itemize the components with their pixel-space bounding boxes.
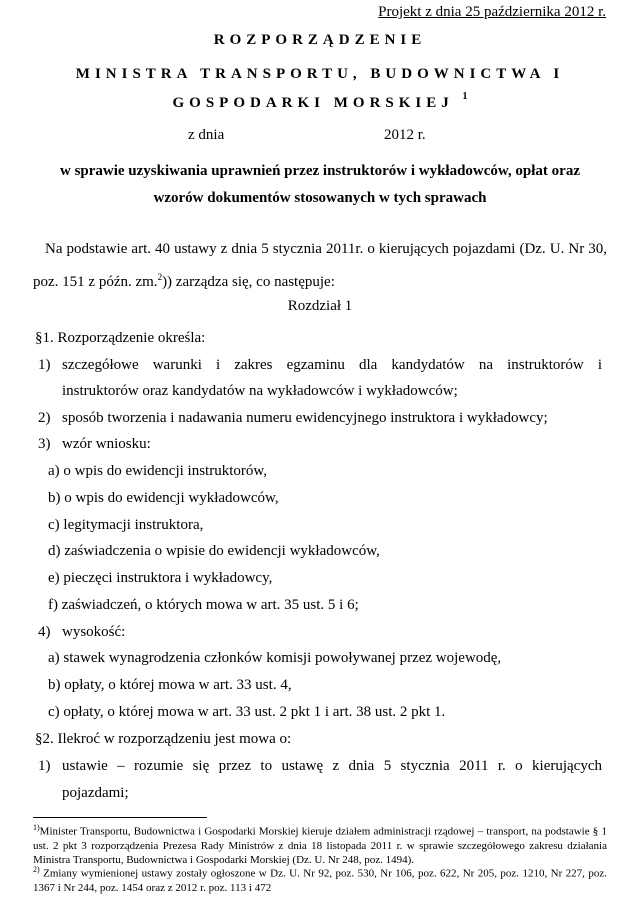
preamble-text-a: Na podstawie art. 40 ustawy z dnia 5 stycznia 2011r. o kierujących pojazdami (Dz. U. Nr 30, poz. 151 z późn. zm. [33, 241, 607, 290]
s1-item1-line2: instruktorów oraz kandydatów na wykładowców i wykładowców; [62, 383, 458, 399]
s1-item4-sub-b: b) opłaty, o której mowa w art. 33 ust. 4, [48, 677, 292, 693]
s2-item1-line1: ustawie – rozumie się przez to ustawę z dnia 5 stycznia 2011 r. o kierujących [62, 758, 602, 774]
s1-item3-sub-f: f) zaświadczeń, o których mowa w art. 35 ust. 5 i 6; [48, 597, 359, 613]
s1-item3-sub-b: b) o wpis do ewidencji wykładowców, [48, 490, 279, 506]
chapter-heading: Rozdział 1 [287, 298, 353, 314]
date-prefix: z dnia [188, 127, 225, 143]
subject-line1: w sprawie uzyskiwania uprawnień przez instruktorów i wykładowców, opłat oraz [59, 163, 580, 179]
issuer-title-line1: MINISTRA TRANSPORTU, BUDOWNICTWA I [75, 66, 565, 82]
footnote-2-mark: 2) [33, 865, 40, 874]
s2-item1-number: 1) [38, 758, 51, 774]
s1-item4-number: 4) [38, 624, 51, 640]
s1-item1-number: 1) [38, 357, 51, 373]
s1-item2-number: 2) [38, 410, 51, 426]
draft-note: Projekt z dnia 25 października 2012 r. [378, 4, 606, 20]
title-footnote-ref: 1 [462, 91, 468, 102]
subject-line2: wzorów dokumentów stosowanych w tych sprawach [153, 190, 487, 206]
date-year: 2012 r. [384, 127, 426, 143]
s1-item1-line1: szczegółowe warunki i zakres egzaminu dla kandydatów na instruktorów i [62, 357, 602, 373]
footnote-1 [33, 821, 607, 867]
issuer-title-text: GOSPODARKI MORSKIEJ [172, 95, 454, 111]
issuer-title-line2 [0, 93, 640, 112]
s1-item3-number: 3) [38, 436, 51, 452]
document-type-title: ROZPORZĄDZENIE [213, 32, 427, 48]
s1-item3-sub-c: c) legitymacji instruktora, [48, 517, 204, 533]
s1-item3-sub-d: d) zaświadczenia o wpisie do ewidencji wykładowców, [48, 543, 380, 559]
section2-heading: §2. Ilekroć w rozporządzeniu jest mowa o: [35, 731, 292, 747]
s1-item3-sub-e: e) pieczęci instruktora i wykładowcy, [48, 570, 273, 586]
footnote-separator [33, 817, 207, 818]
preamble [33, 235, 607, 296]
s1-item3-text: wzór wniosku: [62, 436, 151, 452]
s1-item3-sub-a: a) o wpis do ewidencji instruktorów, [48, 463, 267, 479]
footnote-1-text: Minister Transportu, Budownictwa i Gospodarki Morskiej kieruje działem administracji rządowej – transport, na podstawie § 1 ust. 2 pkt 3 rozporządzenia Prezesa Rady Ministrów z dnia 18 listopada 2011 r. w sprawie szczegółowego zakresu działania Ministra Transportu, Budownictwa i Gospodarki Morskiej (Dz. U. Nr 248, poz. 1494). [33, 825, 607, 866]
preamble-footnote-ref: 2 [157, 272, 163, 282]
document-subject [20, 158, 620, 212]
footnote-1-mark: 1) [33, 823, 40, 832]
footnote-2-text: Zmiany wymienionej ustawy zostały ogłoszone w Dz. U. Nr 92, poz. 530, Nr 106, poz. 622, Nr 205, poz. 1210, Nr 227, poz. 1367 i Nr 244, poz. 1454 oraz z 2012 r. poz. 113 i 472 [33, 867, 607, 894]
preamble-text-b: )) zarządza się, co następuje: [162, 274, 335, 290]
s1-item4-sub-a: a) stawek wynagrodzenia członków komisji powoływanej przez wojewodę, [48, 650, 502, 666]
s1-item2-text: sposób tworzenia i nadawania numeru ewidencyjnego instruktora i wykładowcy; [62, 410, 548, 426]
section1-heading: §1. Rozporządzenie określa: [35, 330, 206, 346]
s1-item4-sub-c: c) opłaty, o której mowa w art. 33 ust. 2 pkt 1 i art. 38 ust. 2 pkt 1. [48, 704, 446, 720]
s2-item1-line2: pojazdami; [62, 785, 129, 801]
footnote-2 [33, 863, 607, 895]
s1-item4-text: wysokość: [62, 624, 126, 640]
